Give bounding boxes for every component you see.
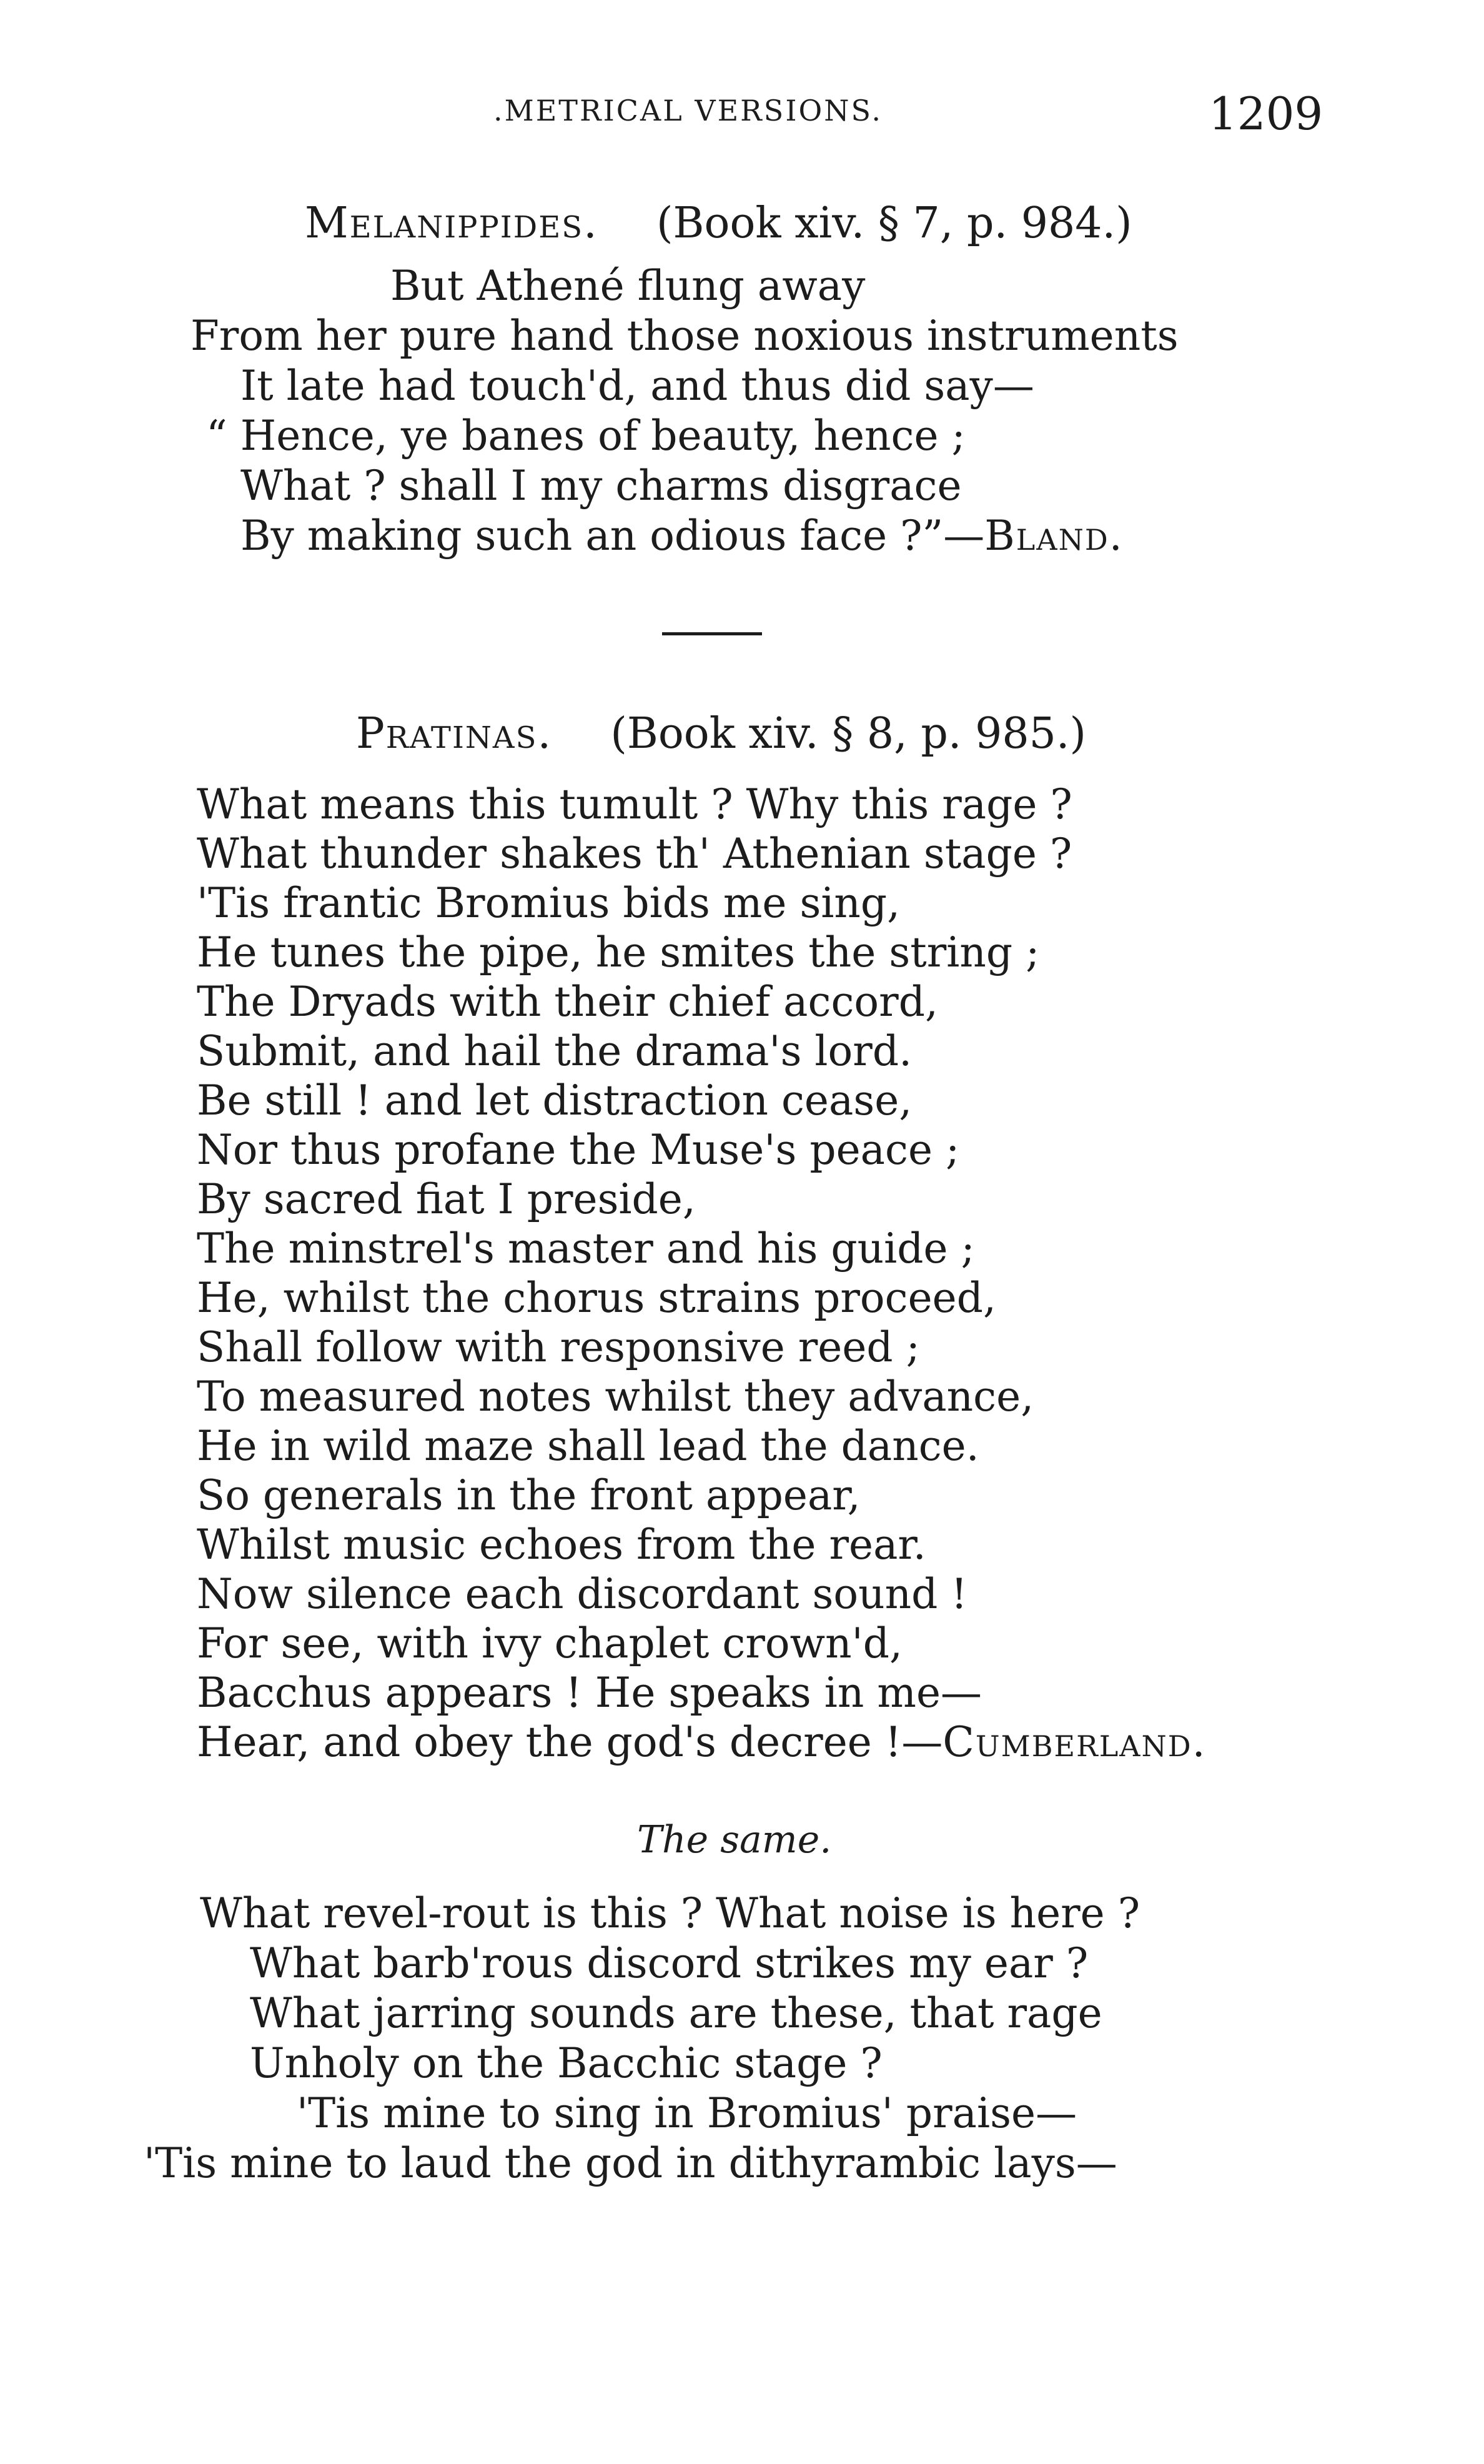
section-author: Pratinas. bbox=[356, 709, 553, 758]
section-divider bbox=[662, 632, 762, 635]
verse-line: He in wild maze shall lead the dance. bbox=[197, 1422, 979, 1470]
verse-line: Unholy on the Bacchic stage ? bbox=[250, 2039, 883, 2087]
verse-line: Shall follow with responsive reed ; bbox=[197, 1323, 920, 1371]
verse-line: 'Tis frantic Bromius bids me sing, bbox=[197, 879, 901, 927]
verse-line: Submit, and hail the drama's lord. bbox=[197, 1027, 913, 1075]
verse-line: 'Tis mine to sing in Bromius' praise— bbox=[297, 2089, 1077, 2137]
verse-line: For see, with ivy chaplet crown'd, bbox=[197, 1619, 903, 1667]
verse-text: Hear, and obey the god's decree !— bbox=[197, 1718, 943, 1766]
attribution: Bland. bbox=[984, 512, 1124, 560]
attribution: Cumberland. bbox=[942, 1718, 1207, 1766]
section-author: Melanippides. bbox=[305, 199, 598, 248]
verse-text: By making such an odious face ?”— bbox=[240, 512, 985, 560]
section-heading-melanippides bbox=[305, 199, 1132, 248]
verse-line: From her pure hand those noxious instruments bbox=[190, 312, 1179, 360]
verse-line bbox=[197, 1718, 1207, 1766]
verse-line: By sacred fiat I preside, bbox=[197, 1175, 696, 1223]
running-head: .METRICAL VERSIONS. bbox=[493, 94, 883, 127]
verse-line: What thunder shakes th' Athenian stage ? bbox=[197, 830, 1072, 878]
verse-line: Bacchus appears ! He speaks in me— bbox=[197, 1669, 982, 1717]
verse-line: To measured notes whilst they advance, bbox=[197, 1373, 1034, 1421]
section-heading-pratinas bbox=[356, 709, 1086, 758]
page-number: 1209 bbox=[1209, 87, 1323, 140]
verse-line: 'Tis mine to laud the god in dithyrambic lays— bbox=[144, 2139, 1117, 2187]
section-reference: (Book xiv. § 8, p. 985.) bbox=[610, 709, 1087, 758]
verse-line: Be still ! and let distraction cease, bbox=[197, 1076, 913, 1125]
verse-line: What jarring sounds are these, that rage bbox=[250, 1989, 1102, 2037]
verse-line: “ Hence, ye banes of beauty, hence ; bbox=[206, 412, 966, 460]
verse-line: What barb'rous discord strikes my ear ? bbox=[250, 1939, 1089, 1987]
verse-line: So generals in the front appear, bbox=[197, 1471, 861, 1519]
verse-line: The Dryads with their chief accord, bbox=[197, 978, 938, 1026]
subheading-the-same: The same. bbox=[637, 1818, 832, 1862]
section-reference: (Book xiv. § 7, p. 984.) bbox=[656, 199, 1132, 248]
verse-line: It late had touch'd, and thus did say— bbox=[240, 362, 1034, 410]
verse-line bbox=[240, 512, 1124, 560]
verse-line: The minstrel's master and his guide ; bbox=[197, 1225, 975, 1273]
verse-line: Nor thus profane the Muse's peace ; bbox=[197, 1126, 960, 1174]
verse-line: What ? shall I my charms disgrace bbox=[240, 462, 962, 510]
verse-line: He tunes the pipe, he smites the string ; bbox=[197, 928, 1040, 976]
verse-line: But Athené flung away bbox=[390, 262, 866, 310]
verse-line: Whilst music echoes from the rear. bbox=[197, 1521, 926, 1569]
verse-line: What revel-rout is this ? What noise is here ? bbox=[200, 1889, 1140, 1937]
verse-line: Now silence each discordant sound ! bbox=[197, 1570, 967, 1618]
verse-line: What means this tumult ? Why this rage ? bbox=[197, 780, 1072, 828]
verse-line: He, whilst the chorus strains proceed, bbox=[197, 1274, 996, 1322]
